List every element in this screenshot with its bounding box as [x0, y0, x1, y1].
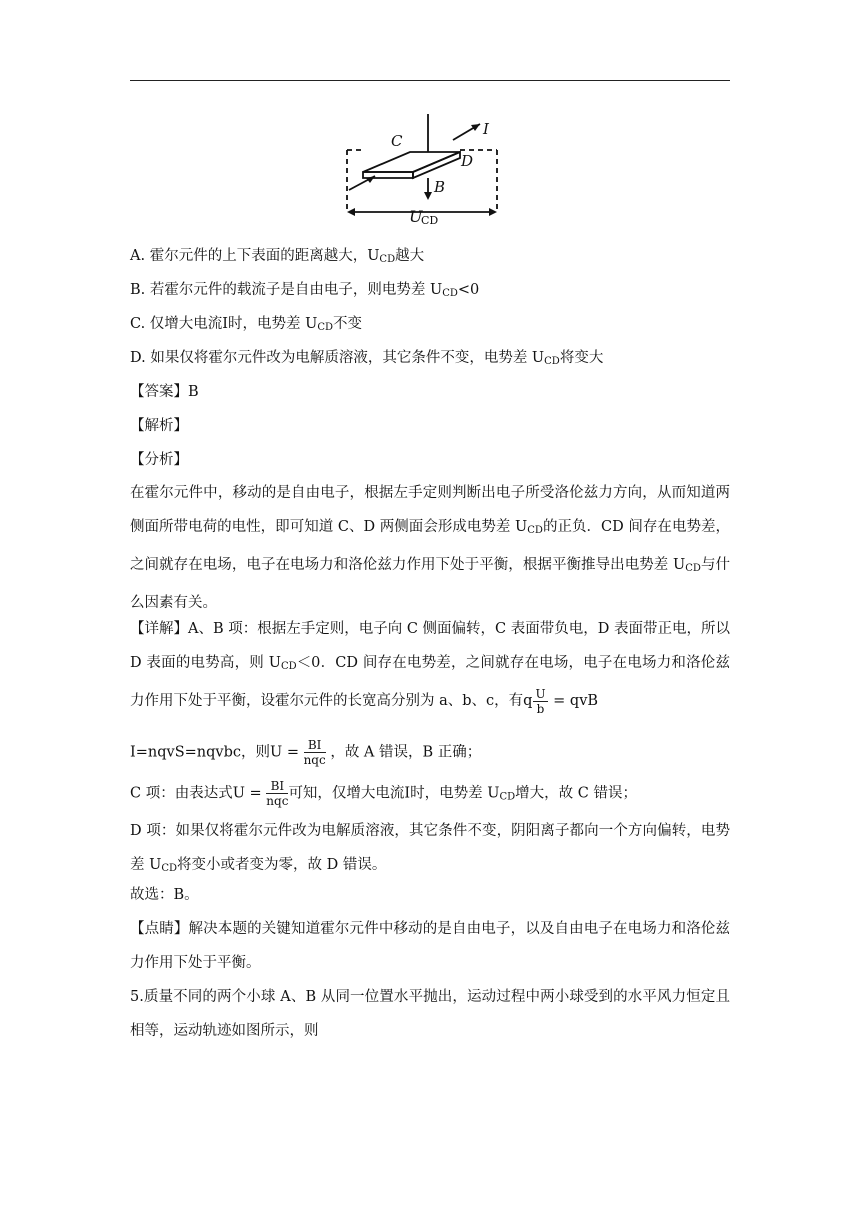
analysis-paragraph: 在霍尔元件中，移动的是自由电子，根据左手定则判断出电子所受洛伦兹力方向，从而知道两侧面所带电荷的电性，即可知道 C、D 两侧面会形成电势差 $U_{CD}$的正负．CD 间存在电势差，之间就存在电场，电子在电场力和洛伦兹力作用下处于平衡，根据平衡推导出电势差 $U_{CD}$与什么因素有关。 [130, 485, 731, 611]
hall-effect-figure [335, 112, 510, 224]
fenxi-heading: 【分析】 [130, 452, 188, 468]
label-u-sub: CD [421, 214, 439, 224]
current-in-arrowhead [366, 176, 375, 183]
label-i: I [483, 120, 489, 138]
detail-line-3: C 项：由表达式U = $\frac{BI}{\text{nqc}}$ 可知，仅增大电流Ⅰ时，电势差 $U_{CD}$增大，故 C 错误； [130, 779, 637, 808]
slab-side-face [413, 152, 460, 178]
fraction-u-over-b: $\frac{U}{b}$ [535, 686, 546, 716]
dianjing-paragraph: 【点睛】解决本题的关键知道霍尔元件中移动的是自由电子，以及自由电子在电场力和洛伦兹力作用下处于平衡。 [130, 921, 730, 971]
label-u: U [409, 207, 423, 224]
option-d: D. 如果仅将霍尔元件改为电解质溶液，其它条件不变，电势差 $U_{CD}$将变大 [130, 350, 604, 367]
question-5: 5.质量不同的两个小球 A、B 从同一位置水平抛出，运动过程中两小球受到的水平风力恒定且相等，运动轨迹如图所示，则 [130, 989, 730, 1039]
option-c: C. 仅增大电流Ⅰ时，电势差 $U_{CD}$不变 [130, 316, 363, 333]
fraction-bi-over-nqc: $\frac{BI}{\text{nqc}}$ [303, 738, 326, 767]
detail-paragraph: 【详解】A、B 项：根据左手定则，电子向 C 侧面偏转，C 表面带负电，D 表面带正电，所以 D 表面的电势高，则 $U_{CD}<0$．CD 间存在电势差，之间就存在电场，电子在电场力和洛伦兹力作用下处于平衡，设霍尔元件的长宽高分别为 a、b、c，有q $\frac{U}{b}$ = qvB [130, 621, 730, 716]
slab-top-face [363, 152, 460, 172]
jiexi-heading: 【解析】 [130, 418, 188, 434]
label-b: B [434, 178, 446, 196]
label-d: D [461, 152, 474, 170]
answer-line: 【答案】B [130, 384, 199, 400]
b-arrowhead [424, 192, 432, 200]
header-rule [130, 80, 730, 81]
option-b: B. 若霍尔元件的载流子是自由电子，则电势差 $U_{CD}<0$ [130, 282, 480, 299]
option-a: A. 霍尔元件的上下表面的距离越大，$U_{CD}$越大 [130, 248, 425, 265]
label-c: C [391, 132, 403, 150]
fraction-bi-over-nqc-2: $\frac{BI}{\text{nqc}}$ [266, 779, 289, 808]
detail-d-paragraph: D 项：如果仅将霍尔元件改为电解质溶液，其它条件不变，阴阳离子都向一个方向偏转，电势差 $U_{CD}$将变小或者变为零，故 D 错误。 [130, 823, 730, 874]
detail-line-2: I=nqvS=nqvbc，则U = $\frac{BI}{\text{nqc}}$ ，故 A 错误，B 正确； [130, 738, 482, 767]
choose-line: 故选：B。 [130, 887, 199, 903]
